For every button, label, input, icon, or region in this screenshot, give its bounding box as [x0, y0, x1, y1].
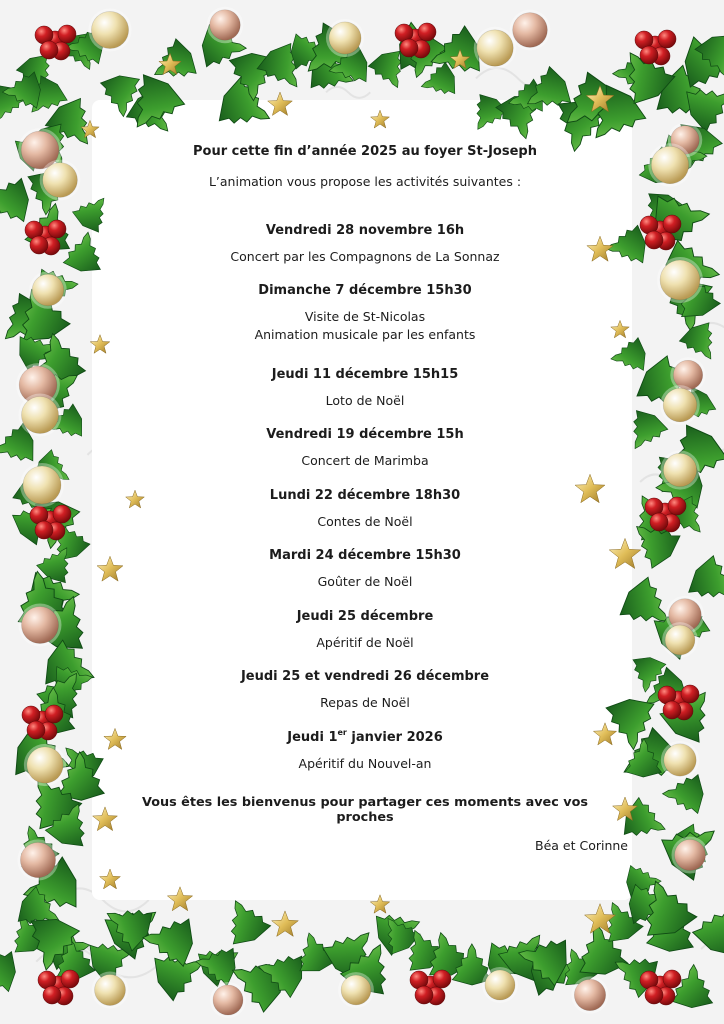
holly-berry-icon	[48, 220, 66, 238]
holly-berry-icon	[27, 721, 45, 739]
event-date-prefix: Jeudi 1	[287, 730, 338, 745]
holly-berry-icon	[400, 39, 418, 57]
event-block	[130, 282, 600, 344]
holly-berry-icon	[30, 236, 48, 254]
event-description	[130, 513, 600, 531]
holly-berry-icon	[433, 970, 451, 988]
christmas-ornament-icon	[663, 453, 696, 486]
christmas-ornament-icon	[485, 970, 515, 1000]
event-description-line: Concert par les Compagnons de La Sonnaz	[230, 249, 500, 264]
event-date-suffix: janvier 2026	[346, 730, 443, 745]
christmas-ornament-icon	[651, 146, 688, 183]
holly-berry-icon	[663, 215, 681, 233]
event-block	[130, 222, 600, 266]
event-block	[130, 668, 600, 712]
christmas-ornament-icon	[664, 744, 696, 776]
christmas-ornament-icon	[21, 396, 58, 433]
event-date: Jeudi 25 décembre	[296, 609, 434, 624]
event-description	[130, 248, 600, 266]
holly-berry-icon	[645, 986, 663, 1004]
holly-berry-icon	[645, 231, 663, 249]
event-block	[130, 426, 600, 470]
flyer-content	[130, 128, 628, 868]
holly-berry-icon	[663, 701, 681, 719]
holly-berry-icon	[43, 986, 61, 1004]
holly-berry-icon	[658, 30, 676, 48]
event-date: Vendredi 28 novembre 16h	[265, 223, 465, 238]
signature: Béa et Corinne	[535, 838, 628, 853]
holly-berry-icon	[668, 497, 686, 515]
christmas-ornament-icon	[210, 10, 241, 41]
flyer-subtitle: L’animation vous propose les activités suivantes :	[208, 174, 522, 189]
holly-berry-icon	[650, 513, 668, 531]
event-block	[130, 729, 600, 773]
event-description-line: Loto de Noël	[325, 393, 405, 408]
christmas-ornament-icon	[91, 11, 128, 48]
event-description	[130, 308, 600, 344]
christmas-ornament-icon	[32, 274, 64, 306]
holly-berry-icon	[40, 41, 58, 59]
event-description-line: Goûter de Noël	[317, 574, 413, 589]
holly-berry-icon	[45, 705, 63, 723]
holly-berry-icon	[640, 46, 658, 64]
event-date	[130, 729, 600, 746]
christmas-ornament-icon	[43, 163, 78, 198]
christmas-ornament-icon	[660, 260, 700, 300]
event-block	[130, 547, 600, 591]
christmas-ornament-icon	[341, 975, 371, 1005]
event-date: Jeudi 25 et vendredi 26 décembre	[240, 669, 490, 684]
christmas-ornament-icon	[23, 466, 61, 504]
christmas-ornament-icon	[574, 979, 605, 1010]
event-block	[130, 366, 600, 410]
event-block	[130, 608, 600, 652]
holly-berry-icon	[681, 685, 699, 703]
event-date: Lundi 22 décembre 18h30	[269, 488, 461, 503]
event-description	[130, 634, 600, 652]
christmas-ornament-icon	[329, 22, 361, 54]
holly-berry-icon	[415, 986, 433, 1004]
christmas-ornament-icon	[665, 625, 695, 655]
flyer-title: Pour cette fin d’année 2025 au foyer St-Joseph	[193, 144, 537, 159]
event-date: Dimanche 7 décembre 15h30	[258, 283, 472, 298]
event-description	[130, 755, 600, 773]
event-description-line: Visite de St-Nicolas	[304, 309, 426, 324]
holly-berry-icon	[61, 970, 79, 988]
holly-berry-icon	[663, 970, 681, 988]
event-block	[130, 487, 600, 531]
christmas-ornament-icon	[663, 388, 697, 422]
christmas-ornament-icon	[673, 360, 702, 389]
christmas-ornament-icon	[674, 839, 705, 870]
event-description-line: Repas de Noël	[320, 695, 410, 710]
holly-berry-icon	[58, 25, 76, 43]
event-description	[130, 694, 600, 712]
christmas-ornament-icon	[27, 747, 63, 783]
christmas-ornament-icon	[477, 30, 513, 66]
christmas-ornament-icon	[513, 13, 548, 48]
christmas-ornament-icon	[213, 985, 243, 1015]
event-description-line: Concert de Marimba	[301, 453, 429, 468]
event-description-line: Contes de Noël	[317, 514, 413, 529]
event-description-line: Apéritif de Noël	[316, 635, 414, 650]
event-description-line: Animation musicale par les enfants	[254, 327, 476, 342]
event-date: Jeudi 11 décembre 15h15	[271, 367, 459, 382]
event-description	[130, 452, 600, 470]
event-date: Mardi 24 décembre 15h30	[269, 548, 461, 563]
christmas-ornament-icon	[22, 607, 59, 644]
event-date-superscript: er	[337, 728, 347, 737]
christmas-ornament-icon	[95, 975, 126, 1006]
closing-message: Vous êtes les bienvenus pour partager ces moments avec vos proches	[141, 795, 589, 825]
event-description-line: Apéritif du Nouvel-an	[298, 756, 432, 771]
holly-berry-icon	[35, 521, 53, 539]
event-date: Vendredi 19 décembre 15h	[266, 427, 464, 442]
event-description	[130, 392, 600, 410]
holly-berry-icon	[418, 23, 436, 41]
holly-berry-icon	[53, 505, 71, 523]
christmas-ornament-icon	[20, 842, 55, 877]
event-description	[130, 573, 600, 591]
